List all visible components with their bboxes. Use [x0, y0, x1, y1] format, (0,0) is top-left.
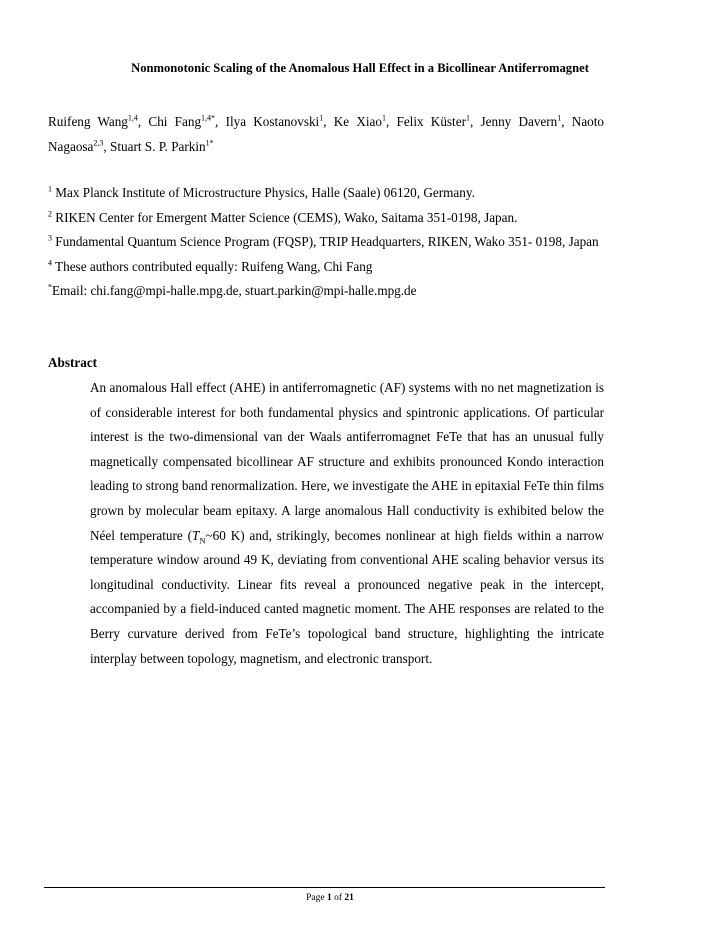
page-word: Page — [306, 893, 325, 903]
affiliation-item — [48, 206, 604, 231]
author-affiliation-mark: 1,4* — [201, 113, 216, 123]
affiliation-item — [48, 181, 604, 206]
author-separator: , — [215, 114, 226, 129]
author-name: Naoto Nagaosa — [48, 114, 605, 154]
author-list — [48, 110, 604, 159]
author-name: Jenny Davern — [480, 114, 558, 129]
neel-temperature-symbol: T — [192, 527, 200, 543]
affiliation-text: RIKEN Center for Emergent Matter Science (CEMS), Wako, Saitama 351-0198, Japan. — [52, 209, 518, 225]
corresponding-email — [48, 279, 604, 304]
author-affiliation-mark: 1 — [319, 113, 324, 123]
abstract-text — [90, 376, 604, 671]
neel-temperature-subscript: N — [199, 535, 206, 546]
paper-title: Nonmonotonic Scaling of the Anomalous Hall Effect in a Bicollinear Antiferromagnet — [131, 61, 589, 75]
affiliation-item — [48, 230, 604, 255]
affiliation-text: These authors contributed equally: Ruifeng Wang, Chi Fang — [52, 258, 373, 274]
author-separator: , — [103, 138, 110, 154]
author-affiliation-mark: 1,4 — [127, 113, 138, 123]
page-number: 1 — [326, 893, 332, 903]
affiliation-item — [48, 255, 604, 280]
author-affiliation-mark: 1 — [557, 113, 562, 123]
corresponding-mark: * — [48, 282, 52, 292]
author-name: Ke Xiao — [333, 114, 382, 129]
affiliation-mark: 2 — [48, 209, 52, 219]
author-affiliation-mark: 1* — [205, 138, 214, 148]
author-name: Stuart S. P. Parkin — [110, 138, 206, 154]
email-text: Email: chi.fang@mpi-halle.mpg.de, stuart.parkin@mpi-halle.mpg.de — [52, 283, 417, 298]
affiliation-mark: 3 — [48, 233, 52, 243]
total-pages: 21 — [344, 893, 354, 903]
author-name: Ilya Kostanovski — [225, 114, 320, 129]
affiliation-text: Fundamental Quantum Science Program (FQSP), TRIP Headquarters, RIKEN, Wako 351- 0198, Japan — [52, 234, 599, 249]
author-name: Ruifeng Wang — [48, 114, 128, 129]
footer-divider — [44, 887, 605, 888]
affiliation-text: Max Planck Institute of Microstructure Physics, Halle (Saale) 06120, Germany. — [52, 185, 475, 200]
author-separator: , — [137, 114, 149, 129]
author-separator: , — [469, 114, 481, 129]
affiliation-list — [48, 181, 604, 304]
page-footer — [0, 892, 660, 904]
of-word: of — [334, 893, 342, 903]
author-affiliation-mark: 1 — [465, 113, 470, 123]
author-name: Chi Fang — [148, 114, 202, 129]
affiliation-mark: 4 — [48, 258, 52, 268]
author-separator: , — [561, 114, 572, 129]
abstract-part-1: An anomalous Hall effect (AHE) in antiferromagnetic (AF) systems with no net magnetization is of considerable interest for both fundamental physics and spintronic applications. Of particular interest is the two-dimensional van der Waals antiferromagnet FeTe that has an unusual fully magnetically compensated bicollinear AF structure and exhibits pronounced Kondo interaction leading to strong band renormalization. Here, we investigate the AHE in epitaxial FeTe thin films grown by molecular beam epitaxy. A large anomalous Hall conductivity is exhibited below the Néel temperature ( — [90, 380, 604, 543]
author-separator: , — [385, 114, 397, 129]
abstract-heading: Abstract — [48, 355, 98, 370]
abstract-part-2: ~60 K) and, strikingly, becomes nonlinear at high fields within a narrow temperature window around 49 K, deviating from conventional AHE scaling behavior versus its longitudinal conductivity. Linear fits reveal a pronounced negative peak in the intercept, accompanied by a field-induced canted magnetic moment. The AHE responses are related to the Berry curvature derived from FeTe’s topological band structure, highlighting the intricate interplay between topology, magnetism, and electronic transport. — [90, 527, 604, 666]
author-name: Felix Küster — [396, 114, 466, 129]
author-affiliation-mark: 2,3 — [93, 138, 104, 148]
affiliation-mark: 1 — [48, 184, 52, 194]
author-affiliation-mark: 1 — [381, 113, 386, 123]
author-separator: , — [323, 114, 334, 129]
